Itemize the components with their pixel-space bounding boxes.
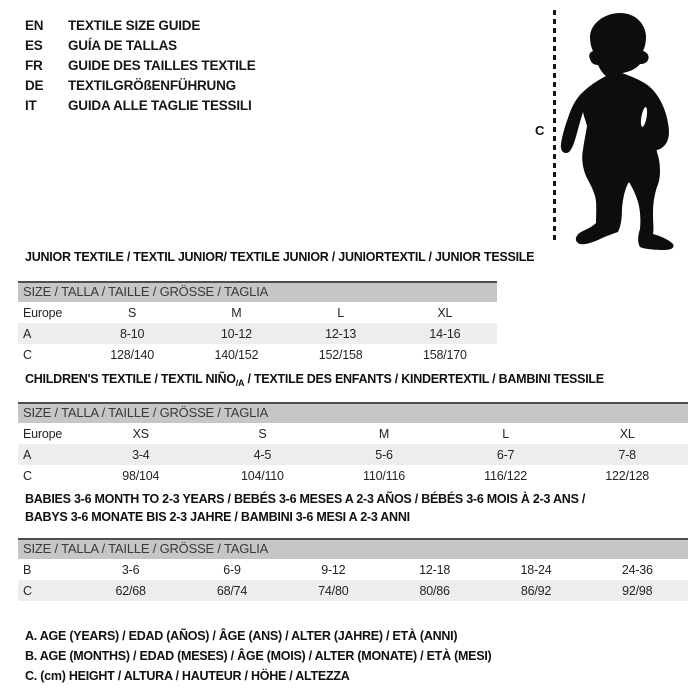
height-measure-label: C bbox=[535, 123, 545, 138]
legend-line-b: B. AGE (MONTHS) / EDAD (MESES) / ÂGE (MOIS) / ALTER (MONATE) / ETÀ (MESI) bbox=[25, 649, 492, 663]
height-cell: 104/110 bbox=[240, 468, 284, 483]
height-cell: 62/68 bbox=[115, 583, 146, 598]
months-cell: 3-6 bbox=[121, 562, 140, 577]
children-title-text: / TEXTILE DES ENFANTS / KINDERTEXTIL / BAMBINI TESSILE bbox=[244, 372, 604, 386]
months-cell: 9-12 bbox=[321, 562, 346, 577]
junior-size-header-bar: SIZE / TALLA / TAILLE / GRÖSSE / TAGLIA bbox=[18, 281, 497, 302]
language-title: GUÍA DE TALLAS bbox=[68, 37, 177, 53]
height-cell: 110/116 bbox=[363, 468, 405, 483]
size-cell: XS bbox=[132, 426, 149, 441]
height-cell: 116/122 bbox=[484, 468, 527, 483]
legend-line-a: A. AGE (YEARS) / EDAD (AÑOS) / ÂGE (ANS) / ALTER (JAHRE) / ETÀ (ANNI) bbox=[25, 629, 458, 643]
table-row bbox=[18, 344, 497, 365]
children-size-table bbox=[18, 402, 688, 486]
height-cell: 152/158 bbox=[318, 347, 363, 362]
row-label: C bbox=[23, 468, 32, 483]
months-cell: 24-36 bbox=[621, 562, 653, 577]
row-label: A bbox=[23, 447, 32, 462]
size-cell: XL bbox=[619, 426, 635, 441]
junior-size-table bbox=[18, 281, 497, 365]
row-label: C bbox=[23, 583, 32, 598]
language-title: GUIDA ALLE TAGLIE TESSILI bbox=[68, 97, 252, 113]
language-code: EN bbox=[25, 17, 44, 33]
row-label: A bbox=[23, 326, 32, 341]
language-row-en bbox=[25, 15, 256, 35]
height-cell: 158/170 bbox=[422, 347, 467, 362]
height-cell: 128/140 bbox=[110, 347, 155, 362]
babies-title-line1: BABIES 3-6 MONTH TO 2-3 YEARS / BEBÉS 3-6 MESES A 2-3 AÑOS / BÉBÉS 3-6 MOIS À 2-3 ANS / bbox=[25, 492, 586, 506]
language-title: TEXTILE SIZE GUIDE bbox=[68, 17, 201, 33]
babies-size-table bbox=[18, 538, 688, 601]
age-cell: 5-6 bbox=[375, 447, 393, 462]
table-row bbox=[18, 465, 688, 486]
months-cell: 12-18 bbox=[419, 562, 451, 577]
height-cell: 74/80 bbox=[318, 583, 349, 598]
junior-section-title: JUNIOR TEXTILE / TEXTIL JUNIOR/ TEXTILE JUNIOR / JUNIORTEXTIL / JUNIOR TESSILE bbox=[25, 250, 535, 264]
age-cell: 12-13 bbox=[325, 326, 357, 341]
height-cell: 140/152 bbox=[214, 347, 259, 362]
row-label: B bbox=[23, 562, 32, 577]
measure-legend bbox=[25, 626, 491, 686]
language-row-es bbox=[25, 35, 256, 55]
age-cell: 7-8 bbox=[618, 447, 636, 462]
language-row-fr bbox=[25, 55, 256, 75]
row-label: C bbox=[23, 347, 32, 362]
language-title: TEXTILGRÖßENFÜHRUNG bbox=[68, 77, 236, 93]
legend-line-c: C. (cm) HEIGHT / ALTURA / HAUTEUR / HÖHE / ALTEZZA bbox=[25, 669, 350, 683]
babies-section-title bbox=[25, 491, 585, 526]
toddler-silhouette-icon bbox=[556, 6, 694, 251]
babies-title-line2: BABYS 3-6 MONATE BIS 2-3 JAHRE / BAMBINI 3-6 MESI A 2-3 ANNI bbox=[25, 509, 410, 524]
table-row bbox=[18, 323, 497, 344]
age-cell: 14-16 bbox=[429, 326, 461, 341]
children-title-subscript: /A bbox=[235, 378, 245, 388]
height-cell: 80/86 bbox=[419, 583, 450, 598]
table-row bbox=[18, 580, 688, 601]
age-cell: 3-4 bbox=[132, 447, 150, 462]
height-cell: 86/92 bbox=[520, 583, 552, 598]
language-code: FR bbox=[25, 57, 43, 73]
size-cell: M bbox=[378, 426, 390, 441]
age-cell: 8-10 bbox=[120, 326, 145, 341]
height-cell: 98/104 bbox=[122, 468, 160, 483]
height-cell: 92/98 bbox=[622, 583, 653, 598]
months-cell: 18-24 bbox=[520, 562, 552, 577]
table-row bbox=[18, 423, 688, 444]
size-cell: M bbox=[231, 305, 242, 320]
language-code: IT bbox=[25, 97, 37, 113]
size-cell: L bbox=[337, 305, 344, 320]
age-cell: 10-12 bbox=[220, 326, 252, 341]
age-cell: 6-7 bbox=[496, 447, 515, 462]
size-cell: S bbox=[128, 305, 137, 320]
children-size-header-bar: SIZE / TALLA / TAILLE / GRÖSSE / TAGLIA bbox=[18, 402, 688, 423]
children-title-text: CHILDREN'S TEXTILE / TEXTIL NIÑO bbox=[25, 372, 236, 386]
language-title-list bbox=[25, 15, 256, 115]
language-row-de bbox=[25, 75, 256, 95]
language-title: GUIDE DES TAILLES TEXTILE bbox=[68, 57, 256, 73]
height-cell: 68/74 bbox=[216, 583, 248, 598]
row-label: Europe bbox=[23, 426, 63, 441]
table-row bbox=[18, 444, 688, 465]
age-cell: 4-5 bbox=[253, 447, 272, 462]
language-code: ES bbox=[25, 37, 43, 53]
table-row bbox=[18, 559, 688, 580]
language-code: DE bbox=[25, 77, 44, 93]
height-cell: 122/128 bbox=[605, 468, 650, 483]
children-section-title bbox=[25, 372, 604, 388]
size-cell: XL bbox=[437, 305, 453, 320]
size-cell: L bbox=[502, 426, 509, 441]
language-row-it bbox=[25, 95, 256, 115]
table-row bbox=[18, 302, 497, 323]
months-cell: 6-9 bbox=[223, 562, 241, 577]
size-cell: S bbox=[258, 426, 267, 441]
babies-size-header-bar: SIZE / TALLA / TAILLE / GRÖSSE / TAGLIA bbox=[18, 538, 688, 559]
row-label: Europe bbox=[23, 305, 63, 320]
